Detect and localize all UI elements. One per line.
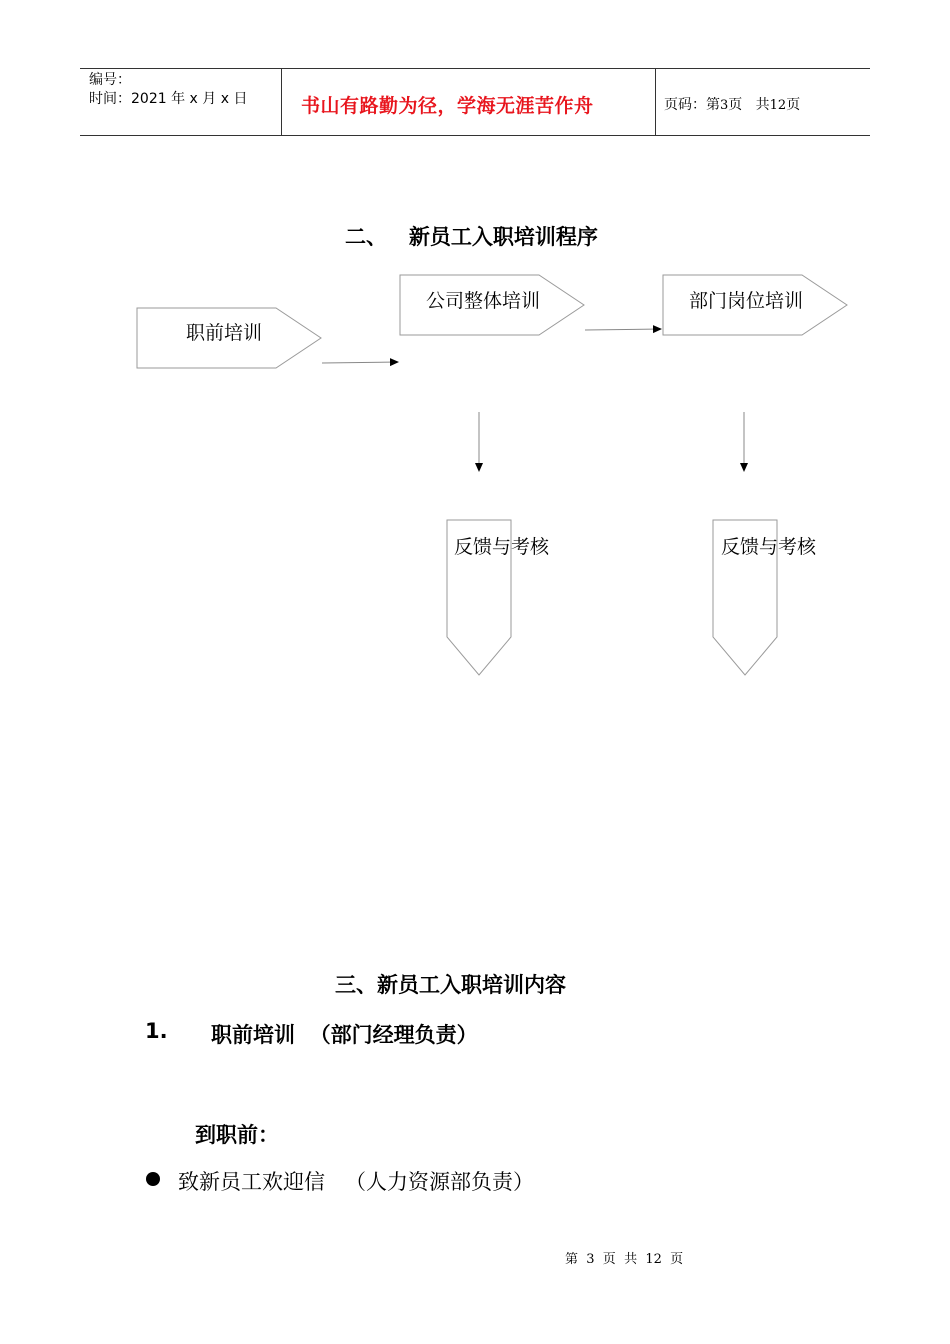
item-1-title: 职前培训 （部门经理负责）	[211, 1023, 478, 1047]
node-feedback-2-label: 反馈与考核	[721, 536, 817, 558]
connector-company-to-dept	[585, 329, 661, 330]
node-dept-label: 部门岗位培训	[689, 290, 804, 312]
page-mid: 页 共	[728, 97, 770, 113]
item-1-number: 1.	[145, 1019, 168, 1043]
page-current: 3	[720, 98, 729, 113]
page-footer: 第 3 页 共 12 页	[565, 1252, 684, 1267]
page-suffix: 页	[786, 97, 801, 113]
section-2-title: 二、 新员工入职培训程序	[345, 225, 598, 249]
node-company-label: 公司整体培训	[426, 290, 541, 312]
section-3-title: 三、新员工入职培训内容	[335, 973, 566, 997]
bullet-item-welcome-letter: 致新员工欢迎信 （人力资源部负责）	[178, 1170, 535, 1194]
page-total: 12	[769, 98, 787, 113]
date-label: 时间：2021 年 x 月 x 日	[89, 91, 248, 107]
header-motto: 书山有路勤为径，学海无涯苦作舟	[301, 95, 594, 117]
bullet-dot	[146, 1172, 160, 1186]
doc-number-label: 编号：	[89, 72, 131, 88]
connector-pre-to-company	[322, 362, 398, 363]
subheading-before-onboarding: 到职前：	[195, 1123, 279, 1147]
node-feedback-1-label: 反馈与考核	[454, 536, 550, 558]
page-prefix: 页码：第	[664, 97, 720, 113]
node-pre-label: 职前培训	[186, 322, 263, 344]
